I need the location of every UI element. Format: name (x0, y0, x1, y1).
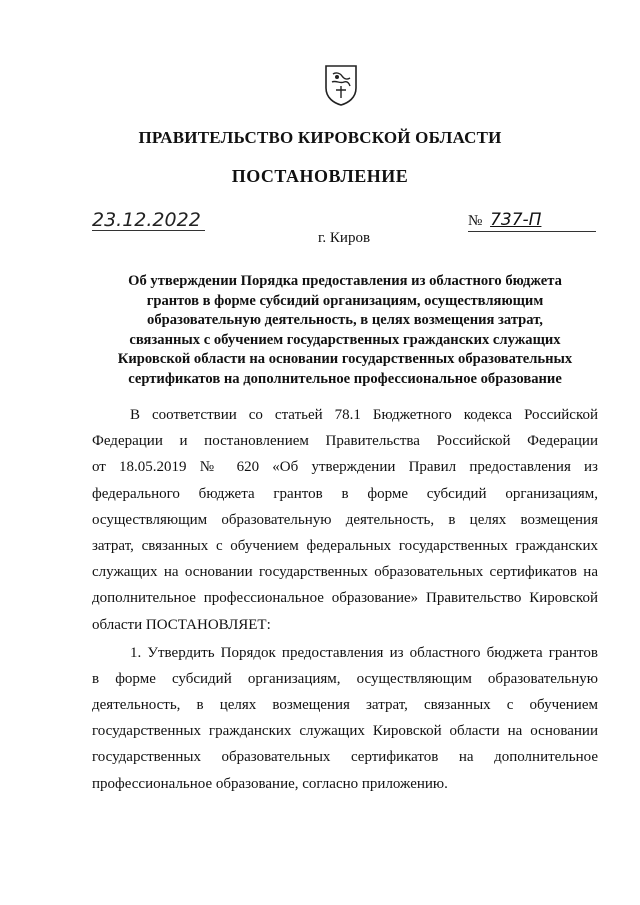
clause-1-paragraph (92, 640, 598, 797)
title-line: сертификатов на дополнительное профессиональное образование (128, 370, 562, 387)
text-line: дополнительное профессиональное образование» Правительство Кировской (92, 590, 598, 607)
text-line: Федерации и постановлением Правительства Российской Федерации (92, 433, 598, 450)
text-line: области ПОСТАНОВЛЯЕТ: (92, 616, 271, 633)
document-type: ПОСТАНОВЛЕНИЕ (231, 166, 409, 186)
text-line: от 18.05.2019 № 620 «Об утверждении Правил предоставления из (92, 459, 598, 476)
text-line: осуществляющим образовательную деятельность, в целях возмещения (92, 511, 598, 528)
government-name: ПРАВИТЕЛЬСТВО КИРОВСКОЙ ОБЛАСТИ (138, 128, 502, 147)
preamble-paragraph (92, 402, 598, 638)
number-value: 737-П (490, 210, 542, 230)
text-line: профессиональное образование, согласно приложению. (92, 775, 448, 792)
title-line: Об утверждении Порядка предоставления из областного бюджета (128, 273, 562, 289)
document-date: 23.12.2022 (92, 210, 205, 231)
title-line: грантов в форме субсидий организациям, осуществляющим (146, 292, 544, 309)
text-line: деятельность, в целях возмещения затрат, связанных с обучением (92, 697, 598, 714)
text-line: 1. Утвердить Порядок предоставления из областного бюджета грантов (130, 644, 598, 661)
text-line: затрат, связанных с обучением федеральных государственных гражданских (92, 537, 598, 554)
text-line: государственных гражданских служащих Кировской области на основании (92, 723, 598, 740)
title-line: образовательную деятельность, в целях возмещения затрат, (147, 312, 543, 328)
document-number (468, 210, 596, 232)
text-line: федерального бюджета грантов в форме субсидий организациям, (92, 485, 598, 502)
number-label: № (468, 213, 483, 229)
title-line: Кировской области на основании государственных образовательных (117, 351, 573, 367)
text-line: государственных образовательных сертификатов на дополнительное (92, 749, 598, 766)
title-line: связанных с обучением государственных гражданских служащих (129, 331, 561, 348)
coat-of-arms-icon (324, 64, 358, 106)
document-title (92, 272, 598, 389)
city: г. Киров (317, 230, 371, 246)
text-line: в форме субсидий организациям, осуществляющим образовательную (92, 670, 598, 687)
text-line: служащих на основании государственных образовательных сертификатов на (92, 564, 598, 581)
document-body (92, 402, 598, 797)
text-line: В соответствии со статьей 78.1 Бюджетного кодекса Российской (130, 407, 598, 423)
